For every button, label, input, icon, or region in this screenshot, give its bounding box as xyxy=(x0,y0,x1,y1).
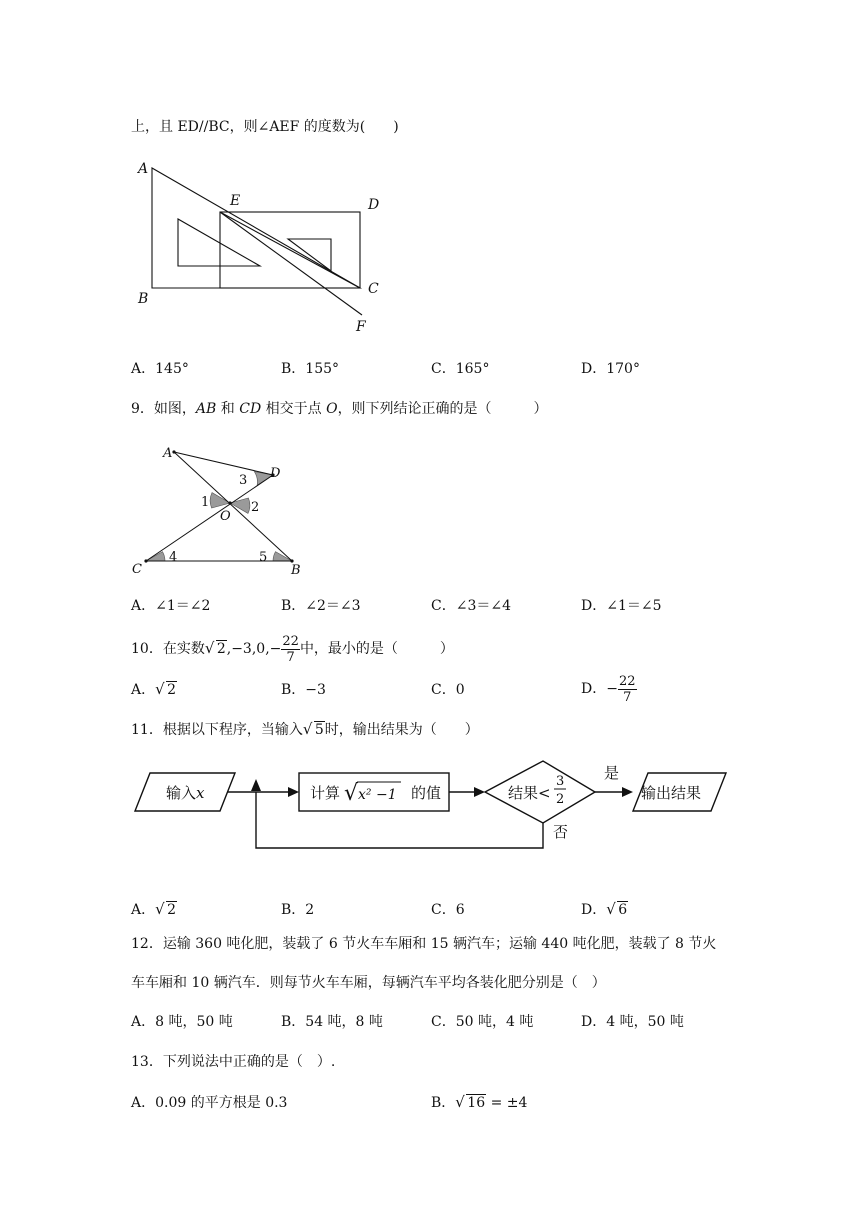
q11-option-b[interactable]: B．2 xyxy=(281,902,315,918)
q8-figure xyxy=(130,155,390,340)
label-O: O xyxy=(220,509,231,524)
q8-option-c[interactable]: C．165° xyxy=(431,361,490,377)
q8-option-a[interactable]: A．145° xyxy=(131,361,189,377)
sqrt-2: √ 2 xyxy=(205,632,227,666)
q10-option-d[interactable]: D．− $\frac{22}{7}$ xyxy=(581,673,636,705)
label-D: D xyxy=(270,466,281,481)
compute-suffix: 的值 xyxy=(411,784,442,802)
label-C: C xyxy=(368,281,379,297)
label-A: A xyxy=(163,446,173,461)
output-label: 输出结果 xyxy=(641,784,702,802)
label-C: C xyxy=(132,562,142,577)
q13-stem: 13．下列说法中正确的是（ ）. xyxy=(131,1054,336,1070)
q13-option-a[interactable]: A．0.09 的平方根是 0.3 xyxy=(131,1095,288,1111)
q10-option-c[interactable]: C．0 xyxy=(431,682,465,698)
angle-label-3: 3 xyxy=(239,473,248,488)
label-E: E xyxy=(230,193,241,209)
q11-option-c[interactable]: C．6 xyxy=(431,902,465,918)
q11-option-a[interactable]: A．√ 2 xyxy=(131,900,177,920)
q12-stem-line2: 车车厢和 10 辆汽车．则每节火车车厢，每辆汽车平均各装化肥分别是（ ） xyxy=(131,975,606,991)
q9-option-d[interactable]: D．∠1＝∠5 xyxy=(581,598,662,614)
compute-sqrt-sign: √ xyxy=(344,781,359,806)
q11-flowchart xyxy=(128,755,733,855)
yes-label: 是 xyxy=(604,764,620,782)
input-label: 输入x xyxy=(166,784,205,802)
decision-prefix: 结果< xyxy=(508,784,551,802)
label-F: F xyxy=(356,319,366,335)
angle-label-2: 2 xyxy=(251,500,260,515)
compute-expr: x² −1 xyxy=(358,787,397,803)
q10-option-b[interactable]: B．−3 xyxy=(281,682,326,698)
fraction-22-7: $\frac{22}{7}$ xyxy=(282,633,299,665)
q9-option-c[interactable]: C．∠3＝∠4 xyxy=(431,598,511,614)
label-B: B xyxy=(291,563,301,578)
q8-option-b[interactable]: B．155° xyxy=(281,361,340,377)
q10-option-a[interactable]: A．√ 2 xyxy=(131,680,177,700)
q9-figure xyxy=(130,440,310,580)
inner-triangle xyxy=(178,219,260,266)
q12-option-d[interactable]: D．4 吨，50 吨 xyxy=(581,1014,684,1030)
q8-stem: 上，且 ED//BC，则∠AEF 的度数为( ) xyxy=(131,119,399,135)
no-label: 否 xyxy=(553,823,569,841)
label-B: B xyxy=(138,291,149,307)
q12-option-c[interactable]: C．50 吨，4 吨 xyxy=(431,1014,534,1030)
angle-label-4: 4 xyxy=(169,550,178,565)
angle-5-sector xyxy=(273,552,292,561)
angle-2-sector xyxy=(230,498,250,513)
angle-label-5: 5 xyxy=(259,550,268,565)
label-D: D xyxy=(368,197,380,213)
q10-stem: 10．在实数√ 2,−3,0,− $\frac{22}{7}$ 中，最小的是（ ） xyxy=(131,632,454,666)
q12-stem-line1: 12．运输 360 吨化肥，装载了 6 节火车车厢和 15 辆汽车；运输 440 吨化肥，装载了 8 节火 xyxy=(131,936,717,952)
q9-option-b[interactable]: B．∠2＝∠3 xyxy=(281,598,361,614)
q12-option-a[interactable]: A．8 吨，50 吨 xyxy=(131,1014,233,1030)
q11-stem: 11．根据以下程序，当输入√ 5时，输出结果为（ ） xyxy=(131,720,479,740)
q11-option-d[interactable]: D．√ 6 xyxy=(581,900,628,920)
q9-stem: 9．如图，AB 和 CD 相交于点 O，则下列结论正确的是（ ） xyxy=(131,401,548,417)
angle-label-1: 1 xyxy=(201,495,210,510)
decision-num: 3 xyxy=(556,774,565,789)
q13-option-b[interactable]: B．√ 16 = ±4 xyxy=(431,1093,527,1113)
decision-den: 2 xyxy=(556,792,565,807)
q12-option-b[interactable]: B．54 吨，8 吨 xyxy=(281,1014,383,1030)
label-A: A xyxy=(138,161,149,177)
q9-option-a[interactable]: A．∠1＝∠2 xyxy=(131,598,211,614)
q8-option-d[interactable]: D．170° xyxy=(581,361,640,377)
compute-prefix: 计算 xyxy=(310,784,341,802)
